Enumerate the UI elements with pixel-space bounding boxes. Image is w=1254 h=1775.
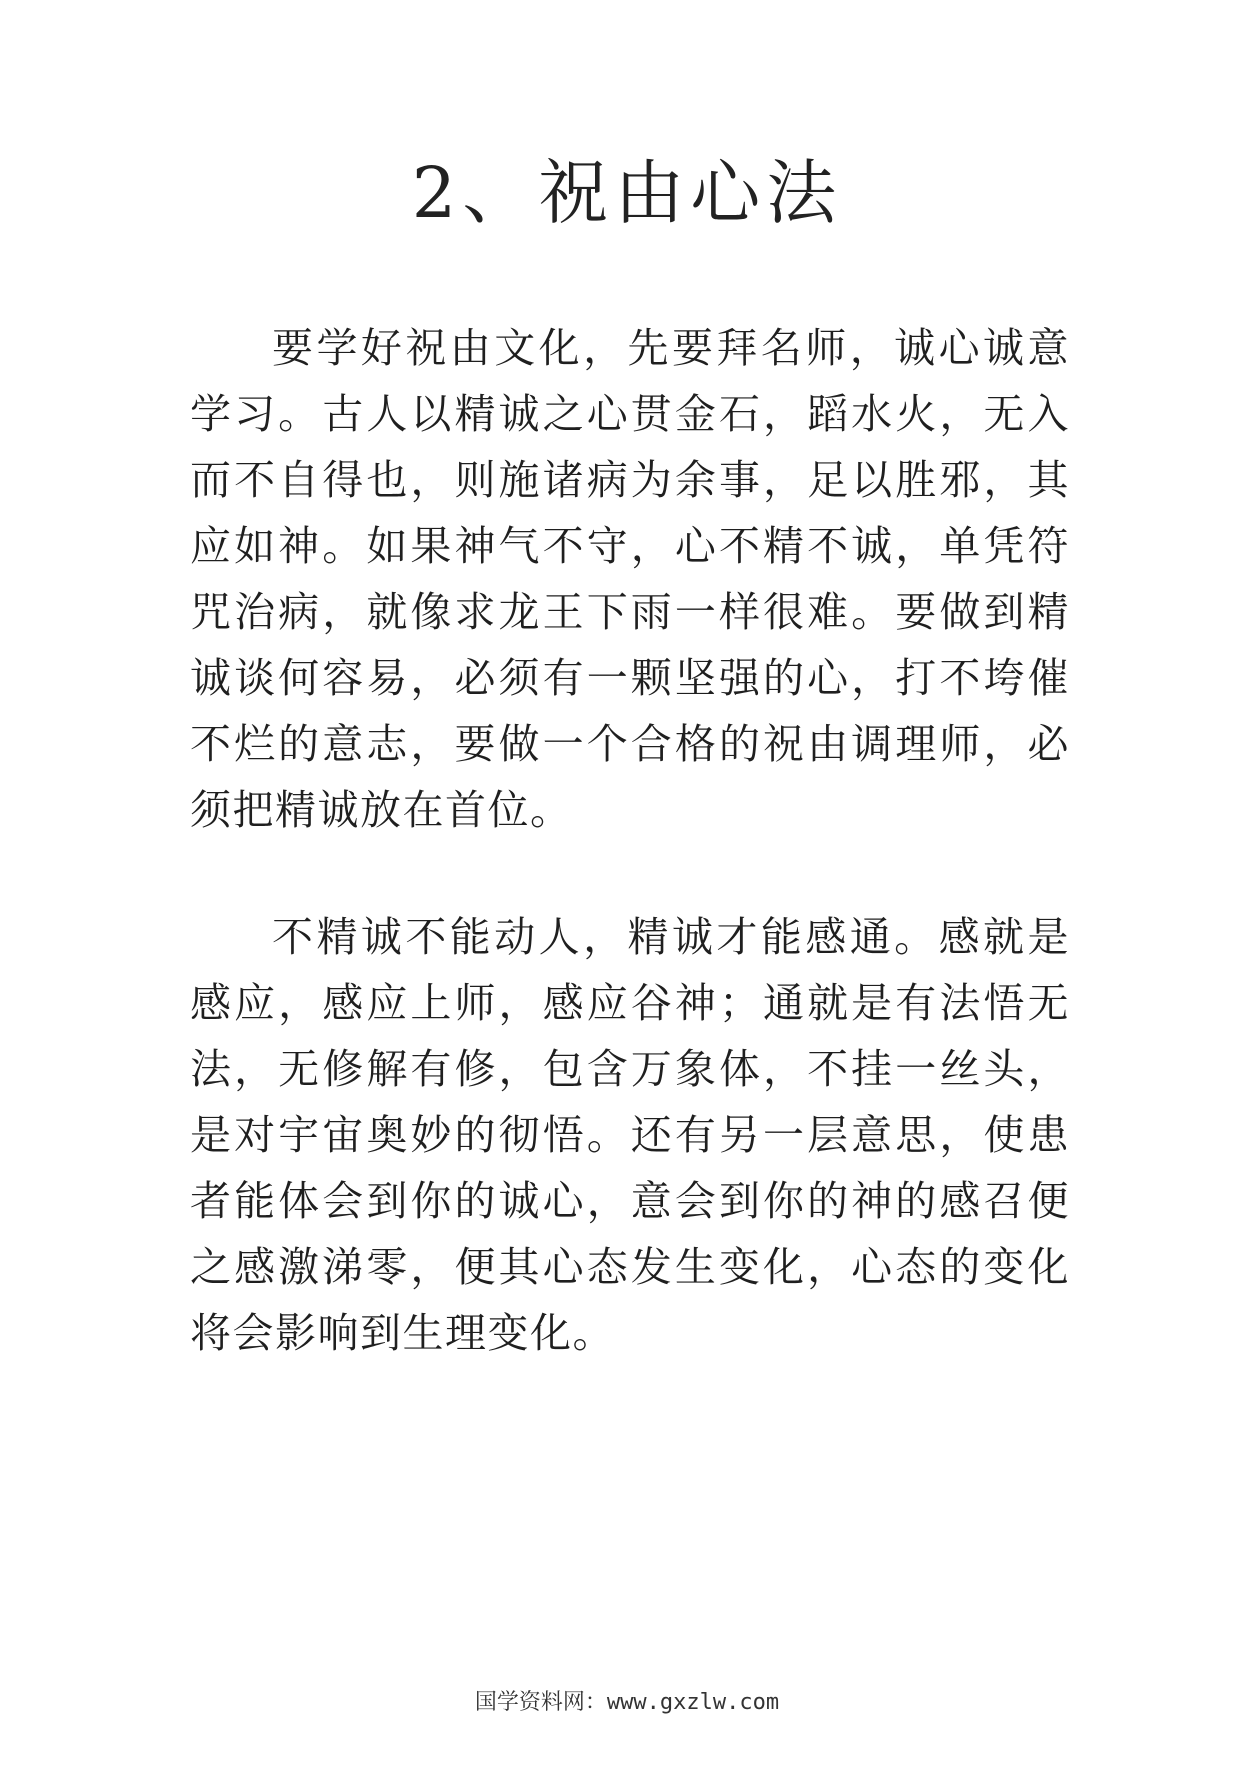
page-title: 2、祝由心法	[411, 152, 843, 234]
paragraph-1: 要学好祝由文化，先要拜名师，诚心诚意学习。古人以精诚之心贯金石，蹈水火，无入而不自得也，则施诸病为余事，足以胜邪，其应如神。如果神气不守，心不精不诚，单凭符咒治病，就像求龙王下雨一样很难。要做到精诚谈何容易，必须有一颗坚强的心，打不垮催不烂的意志，要做一个合格的祝由调理师，必须把精诚放在首位。	[190, 324, 1070, 834]
footer-source: 国学资料网：www.gxzlw.com	[474, 1690, 780, 1715]
paragraph-2: 不精诚不能动人，精诚才能感通。感就是感应，感应上师，感应谷神；通就是有法悟无法，无修解有修，包含万象体，不挂一丝头，是对宇宙奥妙的彻悟。还有另一层意思，使患者能体会到你的诚心，意会到你的神的感召便之感激涕零，便其心态发生变化，心态的变化将会影响到生理变化。	[190, 913, 1070, 1357]
